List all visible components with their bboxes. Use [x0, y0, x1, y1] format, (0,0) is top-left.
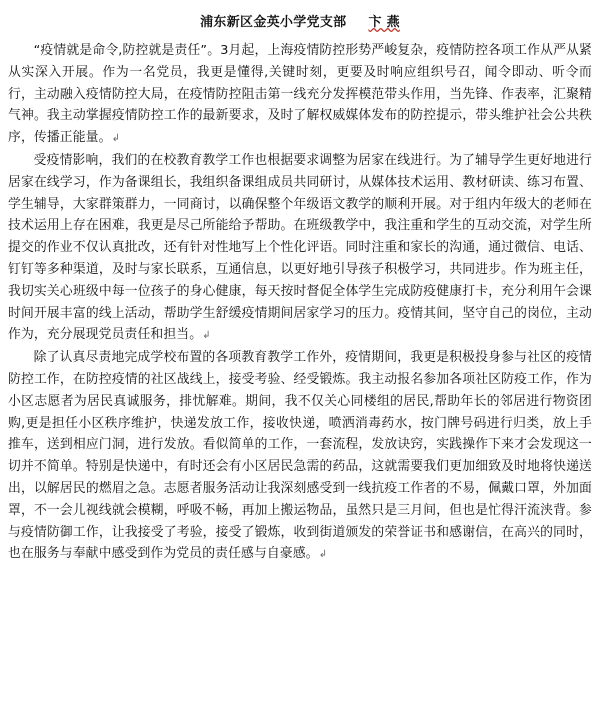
paragraph-mark-icon: ↲ — [111, 133, 121, 145]
paragraph-2 — [8, 150, 592, 347]
header-author: 卞 燕 — [368, 15, 400, 30]
paragraph-mark-icon: ↲ — [318, 549, 328, 561]
document-header — [8, 14, 592, 36]
paragraph-1 — [8, 40, 592, 150]
paragraph-1-text: “疫情就是命令,防控就是责任”。3月起，上海疫情防控形势严峻复杂，疫情防控各项工作从严从紧从实深入开展。作为一名党员，我更是懂得,关键时刻，更要及时响应组织号召，闻令即动、听令而行，主动融入疫情防控大局，在疫情防控阻击第一线充分发挥模范带头作用，当先锋、作表率，汇聚精气神。我主动掌握疫情防控工作的最新要求，及时了解权威媒体发布的防控提示，带头维护社会公共秩序，传播正能量。 — [8, 43, 592, 146]
paragraph-3 — [8, 347, 592, 566]
header-org: 浦东新区金英小学党支部 — [200, 15, 347, 30]
paragraph-3-text: 除了认真尽责地完成学校布置的各项教育教学工作外，疫情期间，我更是积极投身参与社区的疫情防控工作，在防控疫情的社区战线上，接受考验、经受锻炼。我主动报名参加各项社区防疫工作，作为小区志愿者为居民真诚服务，排忧解难。期间，我不仅关心同楼组的居民,帮助年长的邻居进行物资团购,更是担任小区秩序维护，快递发放工作，接收快递，喷洒消毒药水，按门牌号码进行归类，放上手推车，送到相应门洞，进行发放。看似简单的工作，一套流程，发放诀窍，实践操作下来才会发现这一切并不简单。特别是快递中，有时还会有小区居民急需的药品，这就需要我们更加细致及时地将快递送出，以解居民的燃眉之急。志愿者服务活动让我深刻感受到一线抗疫工作者的不易，佩戴口罩，外加面罩，不一会儿视线就会模糊，呼吸不畅，再加上搬运物品，虽然只是三月间，但也是忙得汗流浃背。参与疫情防御工作，让我接受了考验，接受了锻炼，收到街道颁发的荣誉证书和感谢信，在高兴的同时，也在服务与奉献中感受到作为党员的责任感与自豪感。 — [8, 350, 592, 562]
paragraph-2-text: 受疫情影响，我们的在校教育教学工作也根据要求调整为居家在线进行。为了辅导学生更好地进行居家在线学习，作为备课组长，我组织备课组成员共同研讨，从媒体技术运用、教材研读、练习布置、学生辅导，大家群策群力，一同商讨，以确保整个年级语文教学的顺利开展。对于组内年级大的老师在技术运用上存在困难，我更是尽己所能给予帮助。在班级教学中，我注重和学生的互动交流，对学生所提交的作业不仅认真批改，还有针对性地写上个性化评语。同时注重和家长的沟通，通过微信、电话、钉钉等多种渠道，及时与家长联系，互通信息，以更好地引导孩子积极学习，共同进步。作为班主任，我切实关心班级中每一位孩子的身心健康，每天按时督促全体学生完成防疫健康打卡，充分利用午会课时间开展丰富的线上活动，帮助学生舒缓疫情期间居家学习的压力。疫情其间，坚守自己的岗位，主动作为，充分展现党员责任和担当。 — [8, 152, 592, 343]
paragraph-mark-icon: ↲ — [202, 330, 211, 342]
